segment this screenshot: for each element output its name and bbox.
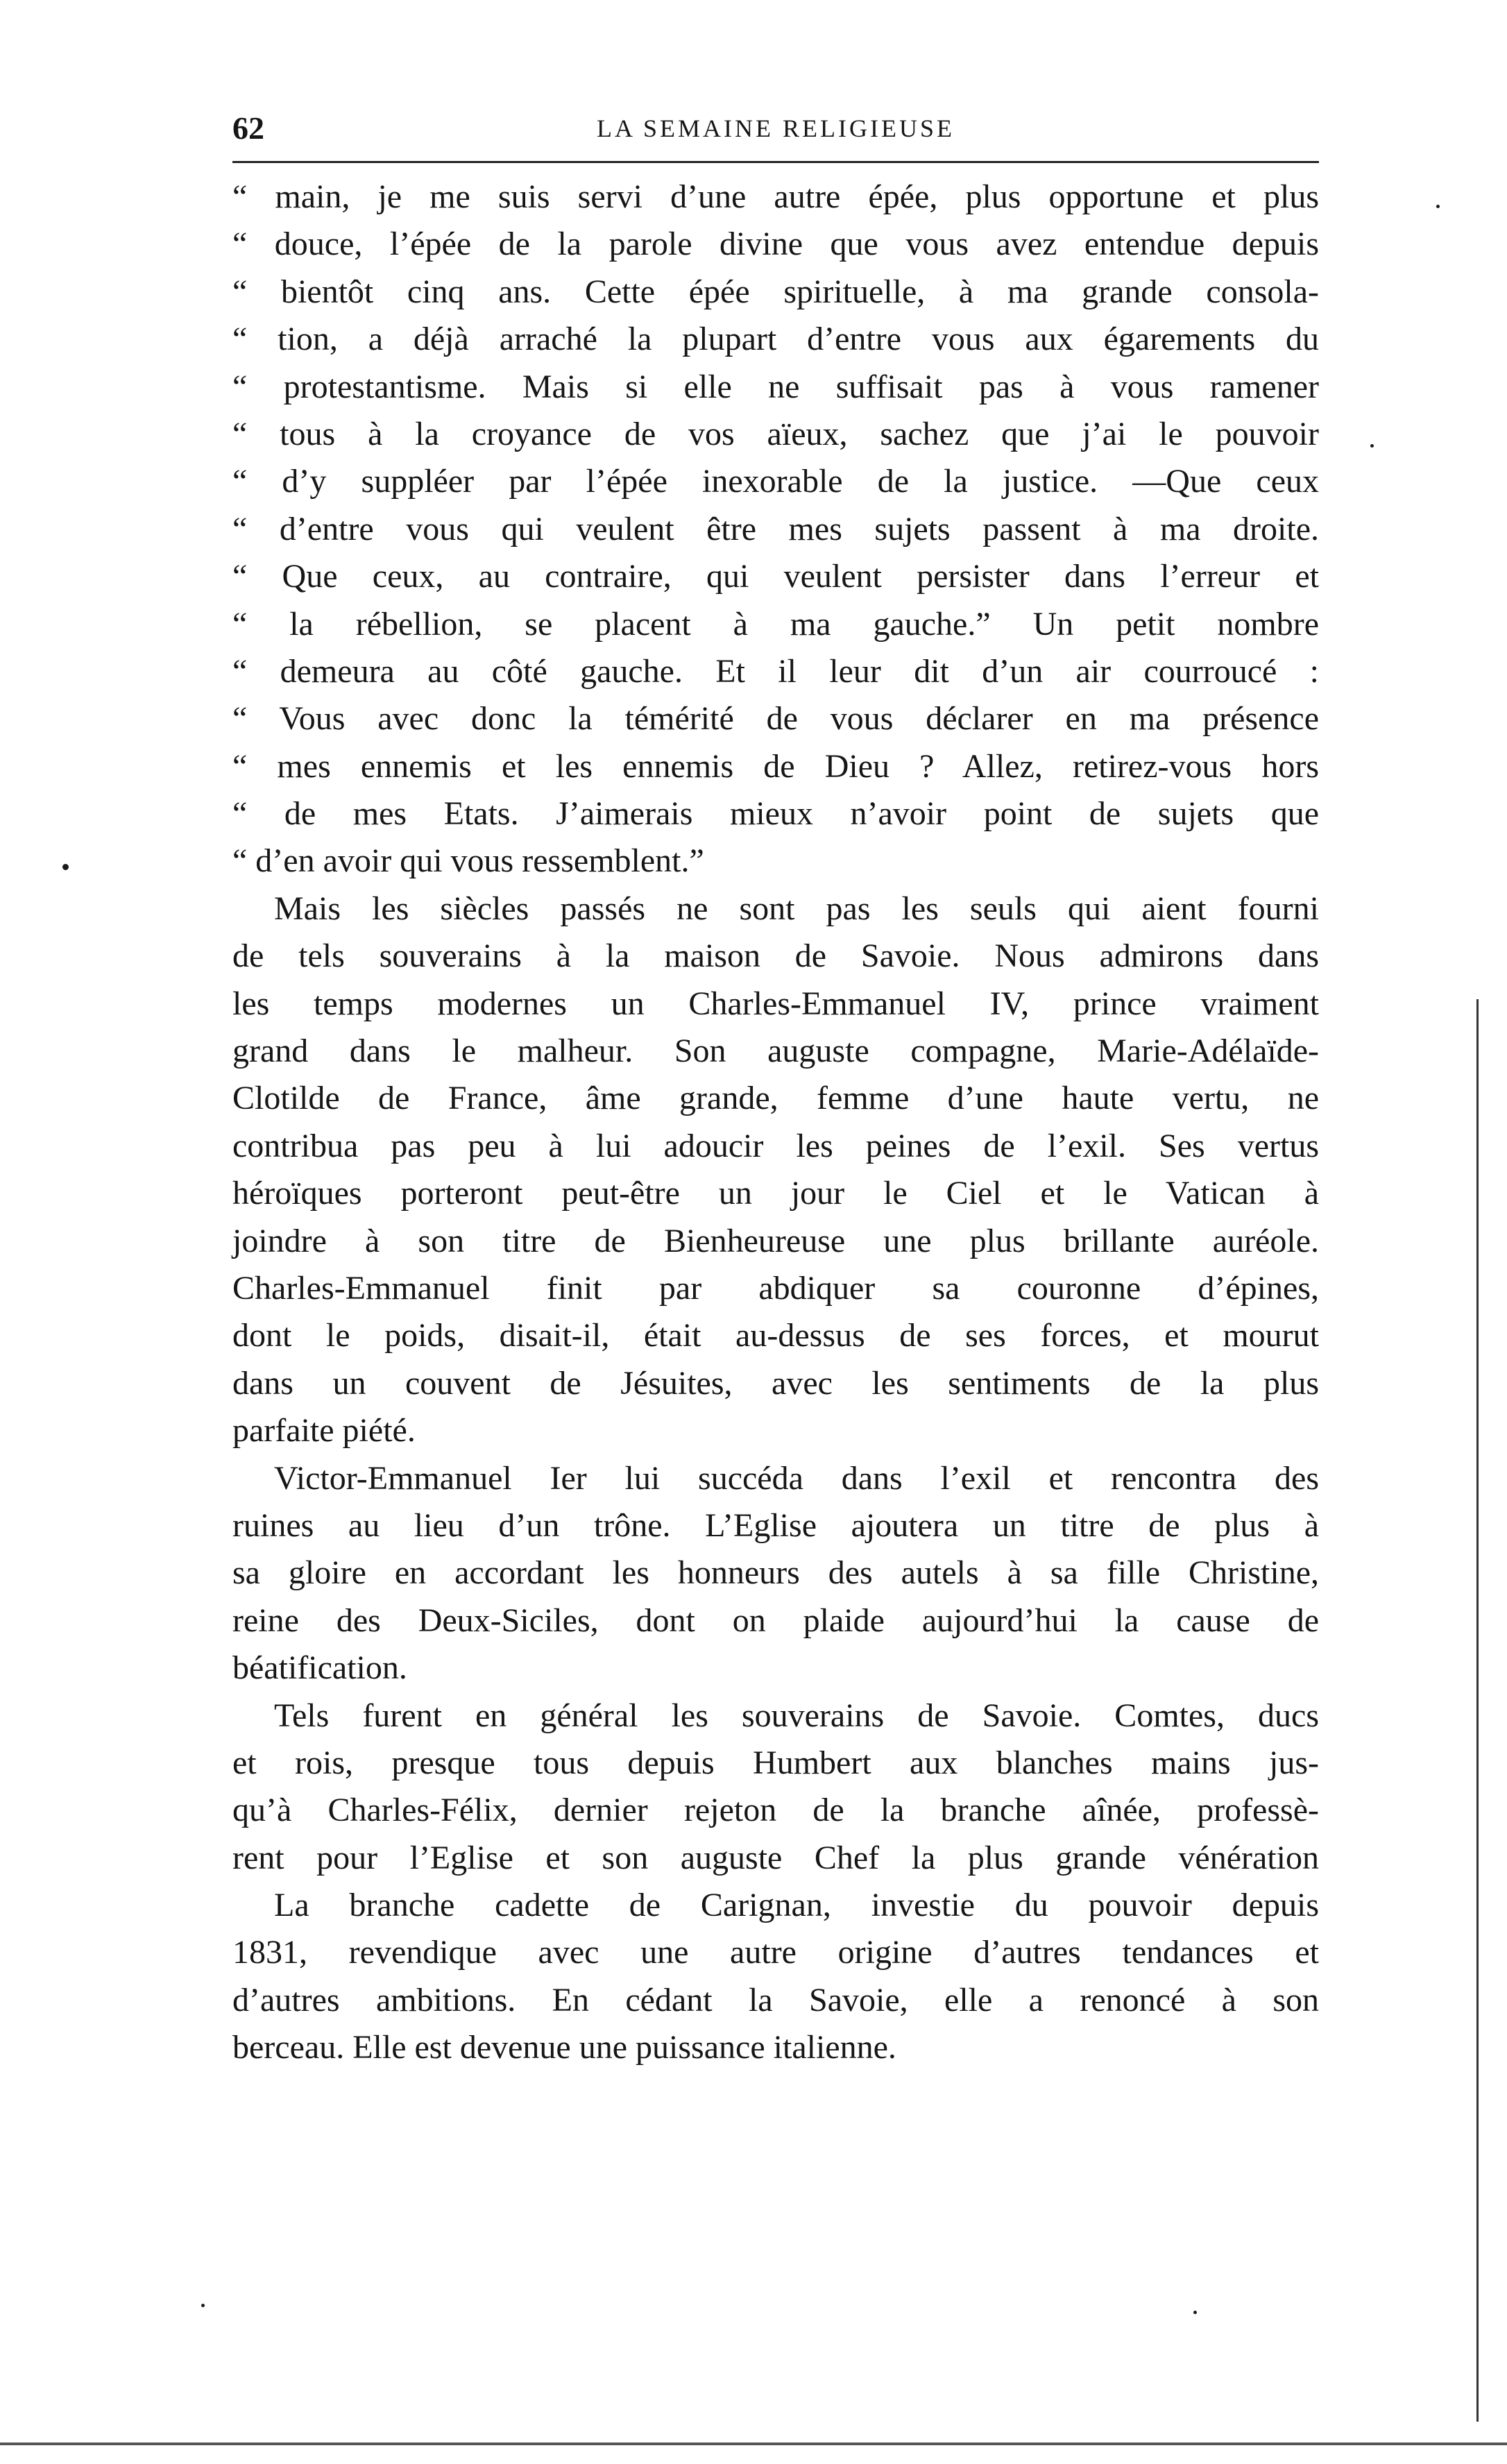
text-line: “ d’y suppléer par l’épée inexorable de la justice. —Que ceux — [232, 463, 1319, 500]
text-line: Tels furent en général les souverains de Savoie. Comtes, ducs — [274, 1697, 1319, 1734]
page-number: 62 — [232, 110, 264, 146]
text-line: “ mes ennemis et les ennemis de Dieu ? Allez, retirez-vous hors — [232, 747, 1319, 785]
text-line: “ Que ceux, au contraire, qui veulent persister dans l’erreur et — [232, 558, 1319, 595]
text-line: grand dans le malheur. Son auguste compagne, Marie-Adélaïde- — [232, 1033, 1319, 1070]
text-line: “ douce, l’épée de la parole divine que vous avez entendue depuis — [232, 226, 1319, 263]
text-line: “ demeura au côté gauche. Et il leur dit d’un air courroucé : — [232, 652, 1319, 690]
text-line: et rois, presque tous depuis Humbert aux blanches mains jus- — [232, 1744, 1319, 1781]
text-line: sa gloire en accordant les honneurs des autels à sa fille Christine, — [232, 1554, 1319, 1592]
text-line: héroïques porteront peut-être un jour le Ciel et le Vatican à — [232, 1175, 1319, 1212]
text-line: “ main, je me suis servi d’une autre épée, plus opportune et plus — [232, 178, 1319, 215]
text-line: d’autres ambitions. En cédant la Savoie, elle a renoncé à son — [232, 1981, 1319, 2019]
running-title: LA SEMAINE RELIGIEUSE — [597, 114, 955, 142]
scan-speck — [1370, 444, 1374, 448]
text-line: dans un couvent de Jésuites, avec les sentiments de la plus — [232, 1364, 1319, 1402]
text-line: Charles-Emmanuel finit par abdiquer sa couronne d’épines, — [232, 1269, 1319, 1307]
scan-speck — [1193, 2311, 1197, 2314]
text-line: qu’à Charles-Félix, dernier rejeton de la branche aînée, professè- — [232, 1792, 1319, 1829]
scan-speck — [62, 864, 69, 870]
text-line: “ tous à la croyance de vos aïeux, sachez que j’ai le pouvoir — [232, 415, 1319, 452]
text-line: “ Vous avec donc la témérité de vous déclarer en ma présence — [232, 700, 1319, 738]
text-line: “ bientôt cinq ans. Cette épée spirituelle, à ma grande consola- — [232, 273, 1319, 310]
scan-speck — [201, 2304, 205, 2307]
text-line: “ d’en avoir qui vous ressemblent.” — [232, 842, 704, 880]
text-line: “ de mes Etats. J’aimerais mieux n’avoir point de sujets que — [232, 795, 1319, 833]
page-header — [232, 108, 1319, 158]
text-line: les temps modernes un Charles-Emmanuel IV, prince vraiment — [232, 985, 1319, 1022]
text-line: béatification. — [232, 1649, 407, 1687]
scan-edge-mark — [1476, 999, 1479, 2422]
text-line: joindre à son titre de Bienheureuse une plus brillante auréole. — [232, 1222, 1319, 1259]
text-line: “ tion, a déjà arraché la plupart d’entre vous aux égarements du — [232, 321, 1319, 358]
body-text — [232, 173, 1319, 2072]
text-line: “ la rébellion, se placent à ma gauche.” Un petit nombre — [232, 605, 1319, 643]
text-line: La branche cadette de Carignan, investie du pouvoir depuis — [274, 1887, 1319, 1924]
text-line: contribua pas peu à lui adoucir les peines de l’exil. Ses vertus — [232, 1127, 1319, 1164]
header-rule — [232, 161, 1319, 163]
text-line: Mais les siècles passés ne sont pas les seuls qui aient fourni — [274, 890, 1319, 927]
text-line: “ protestantisme. Mais si elle ne suffisait pas à vous ramener — [232, 368, 1319, 405]
text-line: de tels souverains à la maison de Savoie. Nous admirons dans — [232, 937, 1319, 975]
text-line: parfaite piété. — [232, 1412, 416, 1450]
scan-edge-mark — [0, 2442, 1507, 2445]
text-line: rent pour l’Eglise et son auguste Chef la plus grande vénération — [232, 1839, 1319, 1876]
text-line: “ d’entre vous qui veulent être mes sujets passent à ma droite. — [232, 510, 1319, 547]
text-line: ruines au lieu d’un trône. L’Eglise ajoutera un titre de plus à — [232, 1506, 1319, 1544]
text-line: 1831, revendique avec une autre origine d’autres tendances et — [232, 1934, 1319, 1971]
text-line: berceau. Elle est devenue une puissance italienne. — [232, 2029, 896, 2066]
scan-speck — [1436, 205, 1440, 208]
text-line: Clotilde de France, âme grande, femme d’une haute vertu, ne — [232, 1080, 1319, 1117]
text-line: dont le poids, disait-il, était au-dessus de ses forces, et mourut — [232, 1317, 1319, 1354]
text-line: Victor-Emmanuel Ier lui succéda dans l’exil et rencontra des — [274, 1459, 1319, 1497]
text-line: reine des Deux-Siciles, dont on plaide aujourd’hui la cause de — [232, 1601, 1319, 1639]
